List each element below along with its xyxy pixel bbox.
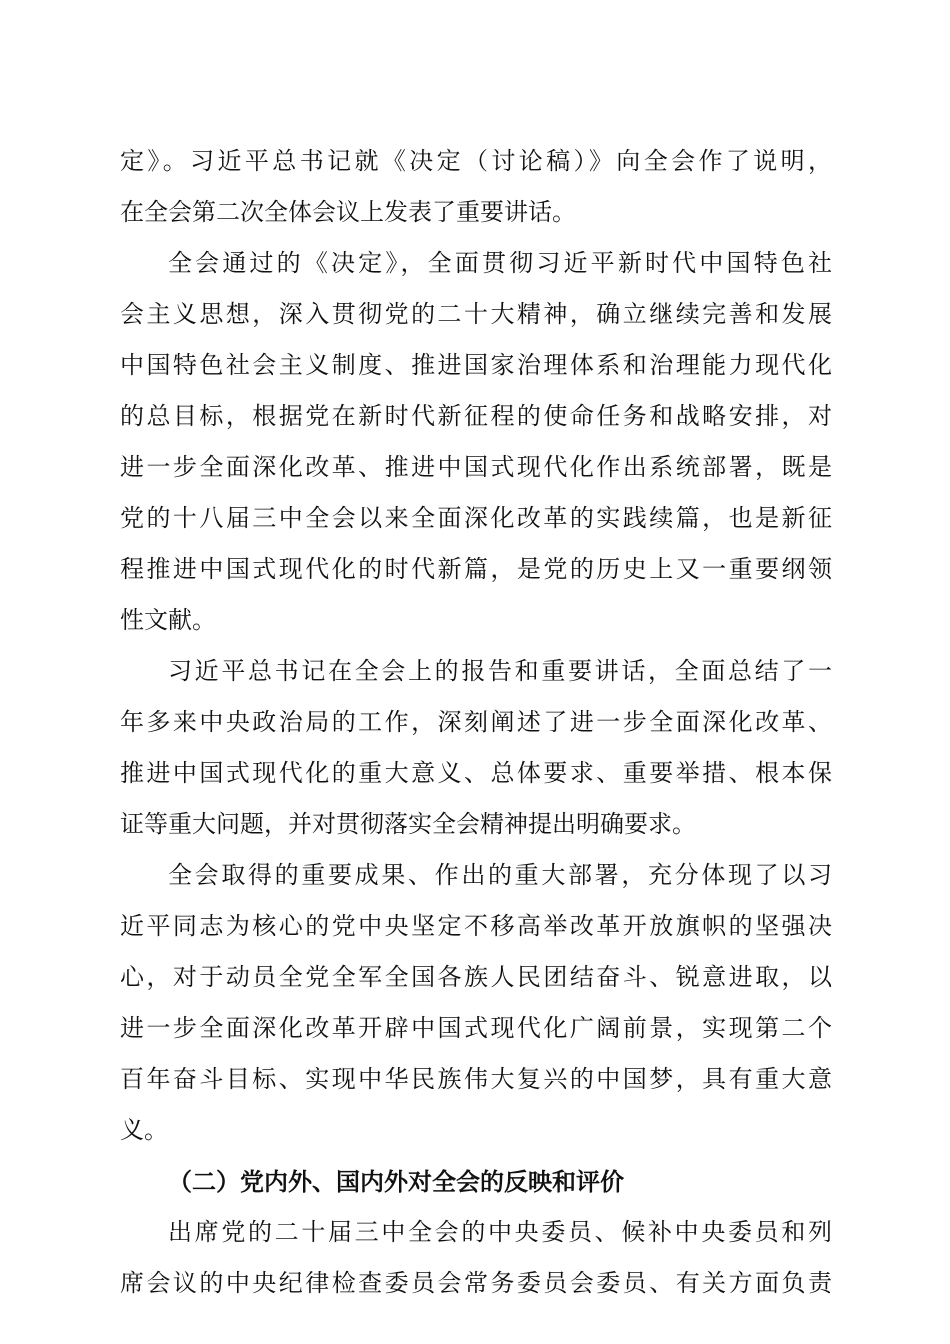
text-line: 进一步全面深化改革开辟中国式现代化广阔前景，实现第二个 bbox=[120, 1014, 832, 1042]
paragraph bbox=[120, 850, 832, 1156]
text-line: 席会议的中央纪律检查委员会常务委员会委员、有关方面负责 bbox=[120, 1269, 832, 1297]
text-line: 在全会第二次全体会议上发表了重要讲话。 bbox=[120, 198, 576, 226]
document-body bbox=[120, 136, 832, 1309]
text-line: 心，对于动员全党全军全国各族人民团结奋斗、锐意进取，以 bbox=[120, 963, 832, 991]
heading-text: （二）党内外、国内外对全会的反映和评价 bbox=[168, 1167, 624, 1196]
text-line: 证等重大问题，并对贯彻落实全会精神提出明确要求。 bbox=[120, 810, 696, 838]
text-line: 全会取得的重要成果、作出的重大部署，充分体现了以习 bbox=[168, 861, 832, 889]
text-line: 近平同志为核心的党中央坚定不移高举改革开放旗帜的坚强决 bbox=[120, 912, 832, 940]
text-line: 会主义思想，深入贯彻党的二十大精神，确立继续完善和发展 bbox=[120, 300, 832, 328]
paragraph bbox=[120, 1207, 832, 1309]
text-line: 义。 bbox=[120, 1116, 168, 1144]
text-line: 程推进中国式现代化的时代新篇，是党的历史上又一重要纲领 bbox=[120, 555, 832, 583]
text-line: 百年奋斗目标、实现中华民族伟大复兴的中国梦，具有重大意 bbox=[120, 1065, 832, 1093]
text-line: 的总目标，根据党在新时代新征程的使命任务和战略安排，对 bbox=[120, 402, 832, 430]
text-line: 出席党的二十届三中全会的中央委员、候补中央委员和列 bbox=[168, 1218, 832, 1246]
text-line: 中国特色社会主义制度、推进国家治理体系和治理能力现代化 bbox=[120, 351, 832, 379]
text-line: 定》。习近平总书记就《决定（讨论稿）》向全会作了说明， bbox=[120, 147, 832, 175]
text-line: 党的十八届三中全会以来全面深化改革的实践续篇，也是新征 bbox=[120, 504, 832, 532]
text-line: 全会通过的《决定》，全面贯彻习近平新时代中国特色社 bbox=[168, 249, 832, 277]
text-line: 性文献。 bbox=[120, 606, 216, 634]
text-line: 进一步全面深化改革、推进中国式现代化作出系统部署，既是 bbox=[120, 453, 832, 481]
paragraph bbox=[120, 646, 832, 850]
text-line: 年多来中央政治局的工作，深刻阐述了进一步全面深化改革、 bbox=[120, 708, 832, 736]
paragraph-continuation bbox=[120, 136, 832, 238]
text-line: 推进中国式现代化的重大意义、总体要求、重要举措、根本保 bbox=[120, 759, 832, 787]
section-heading bbox=[120, 1156, 832, 1207]
paragraph bbox=[120, 238, 832, 646]
text-line: 习近平总书记在全会上的报告和重要讲话，全面总结了一 bbox=[168, 657, 832, 685]
